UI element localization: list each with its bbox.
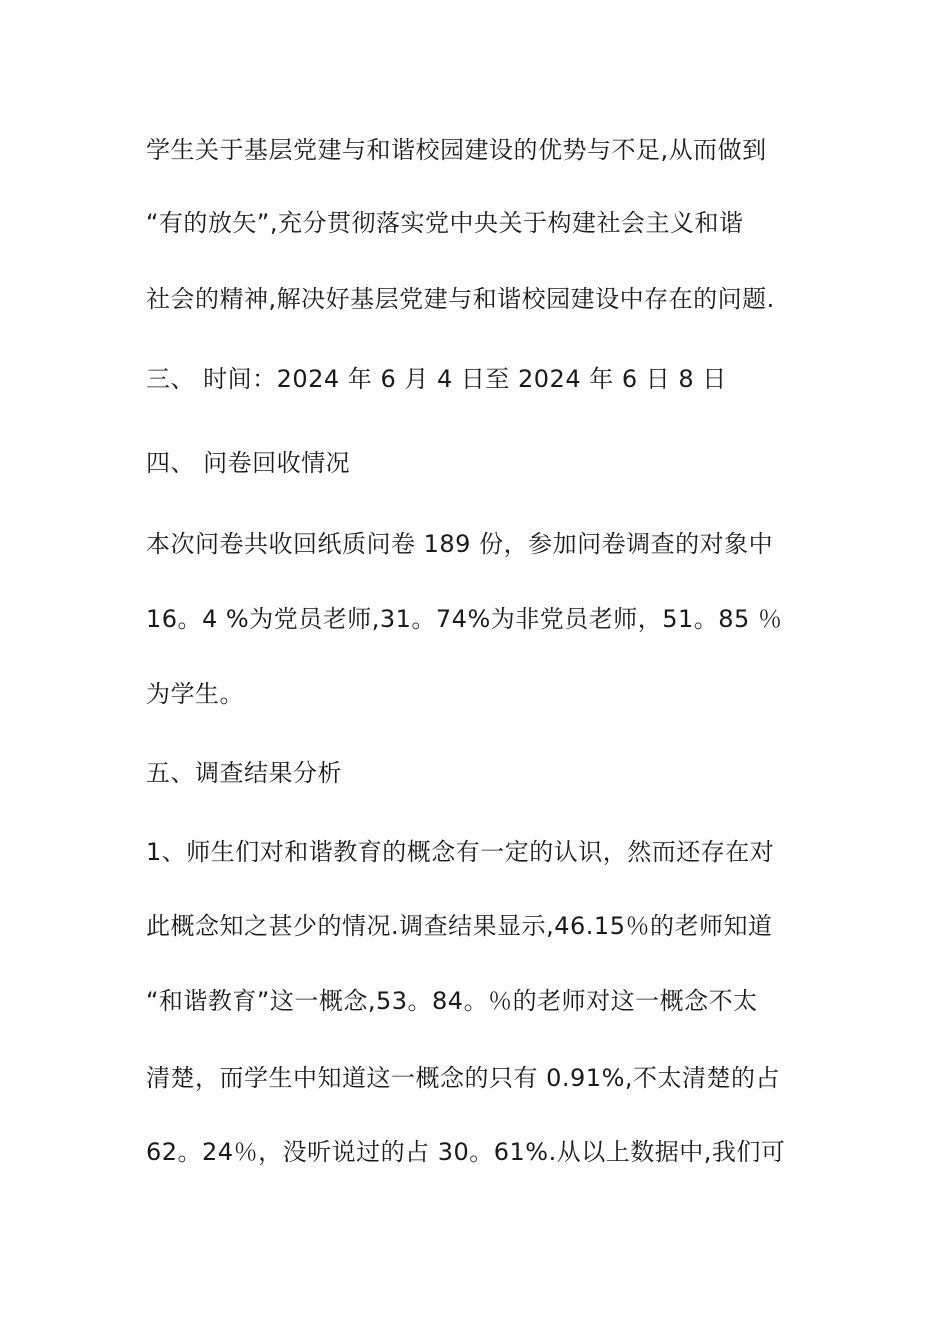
section-heading-analysis: 五、调查结果分析 (146, 759, 342, 787)
text-line: “有的放矢”,充分贯彻落实党中央关于构建社会主义和谐 (146, 209, 744, 237)
text-line: 学生关于基层党建与和谐校园建设的优势与不足,从而做到 (146, 136, 767, 164)
section-heading-time: 三、 时间：2024 年 6 月 4 日至 2024 年 6 日 8 日 (146, 365, 727, 393)
text-line: 16。4 %为党员老师,31。74%为非党员老师，51。85 ％ (146, 605, 783, 633)
text-line: 本次问卷共收回纸质问卷 189 份，参加问卷调查的对象中 (146, 530, 774, 558)
section-heading-survey-collection: 四、 问卷回收情况 (146, 449, 351, 477)
text-line: “和谐教育”这一概念,53。84。％的老师对这一概念不太 (146, 987, 758, 1015)
text-line: 社会的精神,解决好基层党建与和谐校园建设中存在的问题. (146, 285, 775, 313)
text-line: 清楚，而学生中知道这一概念的只有 0.91%,不太清楚的占 (146, 1064, 780, 1092)
text-line: 此概念知之甚少的情况.调查结果显示,46.15％的老师知道 (146, 912, 773, 940)
text-line: 62。24％，没听说过的占 30。61%.从以上数据中,我们可 (146, 1138, 786, 1166)
text-line: 为学生。 (146, 680, 244, 708)
text-line: 1、师生们对和谐教育的概念有一定的认识，然而还存在对 (146, 838, 775, 866)
